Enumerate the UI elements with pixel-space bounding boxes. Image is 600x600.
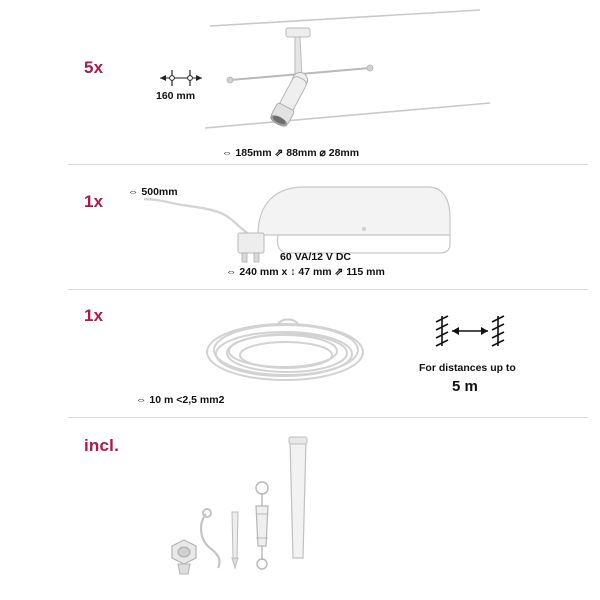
accessories-product xyxy=(160,428,360,588)
spotlight-product xyxy=(150,8,550,153)
spot-dimensions: ⇔ 185mm ⇗ 88mm ⌀ 28mm xyxy=(222,147,360,159)
cable-length: ⇔ 500mm xyxy=(128,186,178,198)
row-wire-rope xyxy=(0,290,600,418)
wire-spec: ⇔ 10 m <2,5 mm2 xyxy=(136,394,225,406)
distance-span-icon xyxy=(434,314,506,348)
row-transformer xyxy=(0,165,600,290)
quantity-label-accessories: incl. xyxy=(84,436,120,455)
row-spotlight xyxy=(0,0,600,165)
transformer-dimensions: ⇔ 240 mm x ↕ 47 mm ⇗ 115 mm xyxy=(226,266,385,278)
quantity-label-wire: 1x xyxy=(84,306,104,325)
row-accessories xyxy=(0,418,600,600)
spot-spacing-dimension-icon xyxy=(158,68,204,88)
distance-value: 5 m xyxy=(452,378,478,395)
distance-note: For distances up to xyxy=(419,362,516,374)
power-rating: 60 VA/12 V DC xyxy=(280,251,352,263)
wire-coil-product xyxy=(190,306,400,390)
spot-spacing-dimension: 160 mm xyxy=(156,90,196,102)
quantity-label-spotlight: 5x xyxy=(84,58,104,77)
quantity-label-transformer: 1x xyxy=(84,192,104,211)
